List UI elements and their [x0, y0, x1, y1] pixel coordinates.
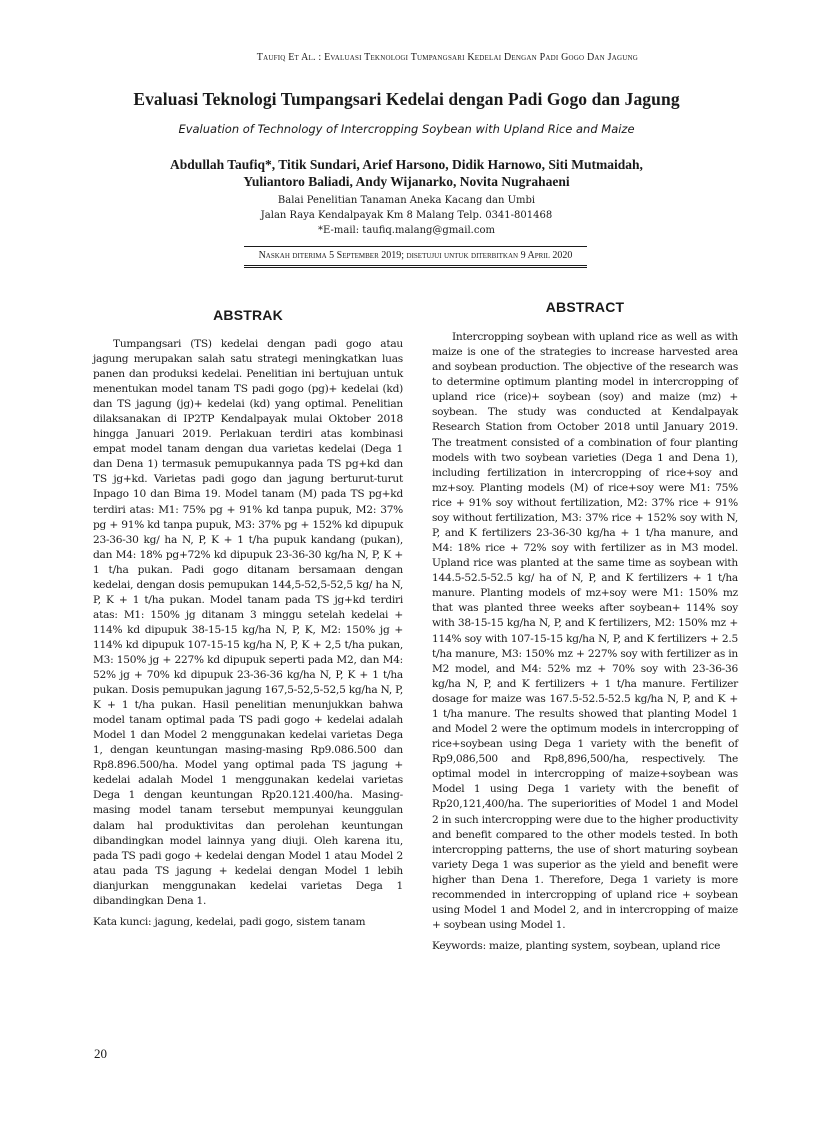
author-email: *E-mail: taufiq.malang@gmail.com — [318, 225, 495, 236]
author-list — [140, 156, 673, 190]
paper-title: Evaluasi Teknologi Tumpangsari Kedelai dengan Padi Gogo dan Jagung — [133, 89, 680, 109]
affiliation-address: Jalan Raya Kendalpayak Km 8 Malang Telp. 0341-801468 — [260, 210, 553, 221]
abstrak-heading: ABSTRAK — [213, 307, 283, 323]
author-line-2: Yuliantoro Baliadi, Andy Wijanarko, Novita Nugrahaeni — [243, 174, 570, 189]
running-head: Taufiq Et Al. : Evaluasi Teknologi Tumpangsari Kedelai Dengan Padi Gogo Dan Jagung — [256, 52, 638, 63]
affiliation-institution: Balai Penelitian Tanaman Aneka Kacang dan Umbi — [277, 195, 536, 206]
abstract-heading: ABSTRACT — [545, 299, 625, 315]
author-line-1: Abdullah Taufiq*, Titik Sundari, Arief Harsono, Didik Harnowo, Siti Mutmaidah, — [170, 157, 643, 172]
abstract-keywords: Keywords: maize, planting system, soybean, upland rice — [432, 940, 721, 953]
abstrak-body: Tumpangsari (TS) kedelai dengan padi gogo atau jagung merupakan salah satu strategi meningkatkan luas panen dan produksi kedelai. Penelitian ini bertujuan untuk menentukan model tanam TS padi gogo (pg)+ kedelai (kd) dan TS jagung (jg)+ kedelai (kd) yang optimal. Penelitian dilaksanakan di IP2TP Kendalpayak mulai Oktober 2018 hingga Januari 2019. Perlakuan terdiri atas kombinasi empat model tanam dengan dua varietas kedelai (Dega 1 dan Dena 1) termasuk pemupukannya pada TS pg+kd dan TS jg+kd. Varietas padi gogo dan jagung berturut-turut Inpago 10 dan Bima 19. Model tanam (M) pada TS pg+kd terdiri atas: M1: 75% pg + 91% kd tanpa pupuk, M2: 37% pg + 91% kd tanpa pupuk, M3: 37% pg + 152% kd dipupuk 23-36-30 kg/ ha N, P, K + 1 t/ha pupuk kandang (pukan), dan M4: 18% pg+72% kd dipupuk 23-36-30 kg/ha N, P, K + 1 t/ha pukan. Padi gogo ditanam bersamaan dengan kedelai, dengan dosis pemupukan 144,5-52,5-52,5 kg/ ha N, P, K + 1 t/ha pukan. Model tanam pada TS jg+kd terdiri atas: M1: 150% jg ditanam 3 minggu setelah kedelai + 114% kd dipupuk 38-15-15 kg/ha N, P, K, M2: 150% jg + 114% kd dipupuk 107-15-15 kg/ha N, P, K + 2,5 t/ha pukan, M3: 150% jg + 227% kd dipupuk seperti pada M2, dan M4: 52% jg + 70% kd dipupuk 23-36-36 kg/ha N, P, K + 1 t/ha pukan. Dosis pemupukan jagung 167,5-52,5-52,5 kg/ha N, P, K + 1 t/ha pukan. Hasil penelitian menunjukkan bahwa model tanam optimal pada TS padi gogo + kedelai adalah Model 1 dan Model 2 menggunakan kedelai varietas Dega 1, dengan keuntungan masing-masing Rp9.086.500 dan Rp8.896.500/ha. Model yang optimal pada TS jagung + kedelai adalah Model 1 menggunakan kedelai varietas Dega 1 dengan keuntungan Rp20.121.400/ha. Masing-masing model tanam tersebut mempunyai keunggulan dalam hal produktivitas dan perolehan keuntungan dibandingkan model lainnya yang diuji. Oleh karena itu, pada TS padi gogo + kedelai dengan Model 1 atau Model 2 atau pada TS jagung + kedelai dengan Model 1 lebih dianjurkan menggunakan kedelai varietas Dega 1 dibandingkan Dena 1. — [93, 338, 403, 907]
submission-dates: Naskah diterima 5 September 2019; disetujui untuk diterbitkan 9 April 2020 — [244, 246, 587, 268]
abstrak-keywords: Kata kunci: jagung, kedelai, padi gogo, sistem tanam — [93, 915, 366, 928]
abstract-body: Intercropping soybean with upland rice as well as with maize is one of the strategies to increase harvested area and soybean production. The objective of the research was to determine optimum planting model in intercropping of upland rice (rice)+ soybean (soy) and maize (mz) + soybean. The study was conducted at Kendalpayak Research Station from October 2018 until January 2019. The treatment consisted of a combination of four planting models with two soybean varieties (Dega 1 and Dena 1), including fertilization in intercropping of rice+soy and mz+soy. Planting models (M) of rice+soy were M1: 75% rice + 91% soy without fertilization, M2: 37% rice + 91% soy without fertilization, M3: 37% rice + 152% soy with N, P, and K fertilizers 23-36-30 kg/ha + 1 t/ha manure, and M4: 18% rice + 72% soy with fertilizer as in M3 model. Upland rice was planted at the same time as soybean with 144.5-52.5-52.5 kg/ ha of N, P, and K fertilizers + 1 t/ha manure. Planting models of mz+soy were M1: 150% mz that was planted three weeks after soybean+ 114% soy with 38-15-15 kg/ha N, P, and K fertilizers, M2: 150% mz + 114% soy with 107-15-15 kg/ha N, P, and K fertilizers + 2.5 t/ha manure, M3: 150% mz + 227% soy with fertilizer as in M2 model, and M4: 52% mz + 70% soy with 23-36-36 kg/ha N, P, and K fertilizers + 1 t/ha manure. Fertilizer dosage for maize was 167.5-52.5-52.5 kg/ha N, P, and K + 1 t/ha manure. The results showed that planting Model 1 and Model 2 were the optimum models in intercropping of rice+soybean using Dega 1 variety with the benefit of Rp9,086,500 and Rp8,896,500/ha, respectively. The optimal model in intercropping of maize+soybean was Model 1 using Dega 1 variety with the benefit of Rp20,121,400/ha. The superiorities of Model 1 and Model 2 in such intercropping were due to the higher productivity and benefit compared to the other models tested. In both intercropping patterns, the use of short maturing soybean variety Dega 1 was superior as the yield and benefit were higher than Dena 1. Therefore, Dega 1 variety is more recommended in intercropping of upland rice + soybean using Model 1 and Model 2, and in intercropping of maize + soybean using Model 1. — [432, 331, 738, 932]
paper-subtitle: Evaluation of Technology of Intercropping Soybean with Upland Rice and Maize — [178, 122, 635, 136]
abstrak-section — [93, 307, 403, 930]
page-number: 20 — [94, 1046, 107, 1061]
abstract-section — [432, 299, 738, 954]
